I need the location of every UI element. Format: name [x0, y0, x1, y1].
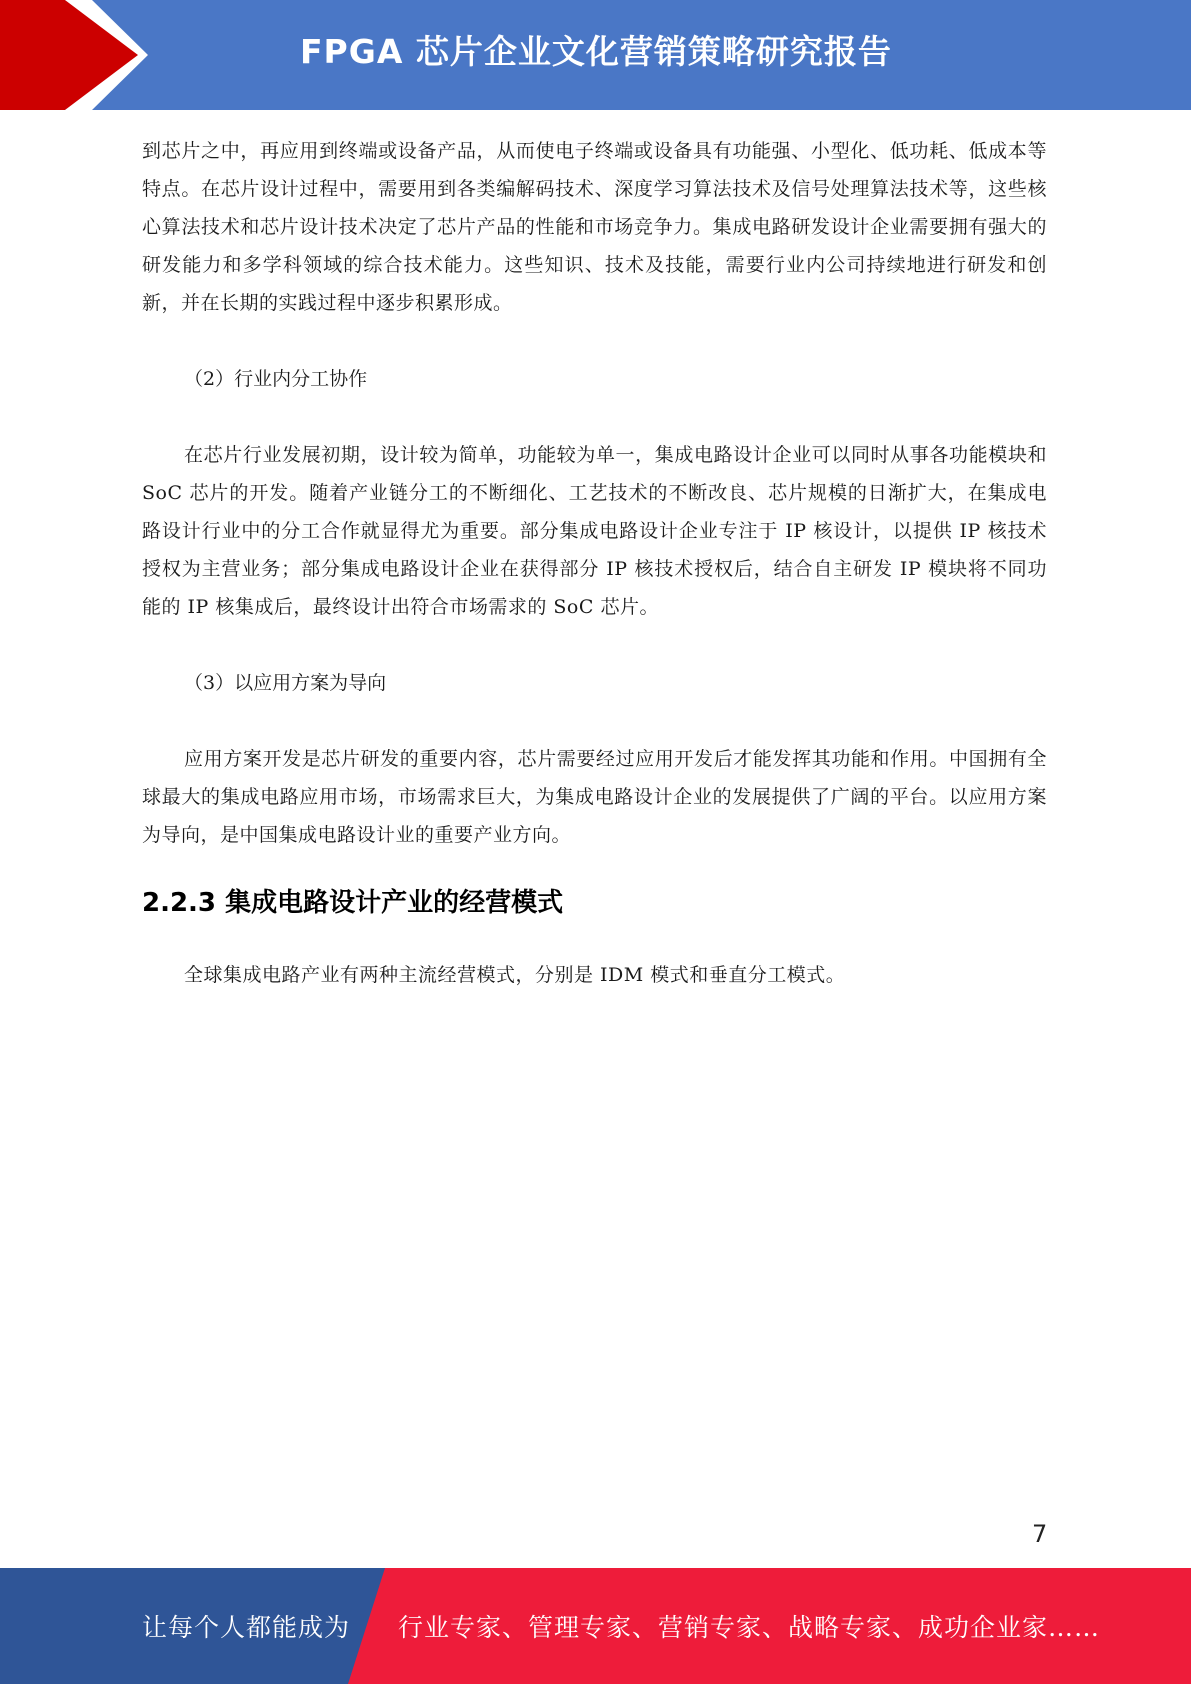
body-paragraph: 全球集成电路产业有两种主流经营模式，分别是 IDM 模式和垂直分工模式。: [184, 964, 846, 986]
subheading: （3）以应用方案为导向: [184, 672, 387, 694]
footer-slogan-right: 行业专家、管理专家、营销专家、战略专家、成功企业家……: [398, 1613, 1101, 1642]
subheading: （2）行业内分工协作: [184, 368, 368, 390]
page-footer: [0, 1568, 1191, 1684]
body-paragraph: 应用方案开发是芯片研发的重要内容，芯片需要经过应用开发后才能发挥其功能和作用。中国拥有全球最大的集成电路应用市场，市场需求巨大，为集成电路设计企业的发展提供了广阔的平台。以应用方案为导向，是中国集成电路设计业的重要产业方向。: [142, 748, 1047, 846]
footer-slogan-left: 让每个人都能成为: [142, 1613, 351, 1642]
page-number: 7: [1032, 1520, 1048, 1548]
section-heading: 2.2.3 集成电路设计产业的经营模式: [142, 888, 564, 918]
body-paragraph: 到芯片之中，再应用到终端或设备产品，从而使电子终端或设备具有功能强、小型化、低功耗、低成本等特点。在芯片设计过程中，需要用到各类编解码技术、深度学习算法技术及信号处理算法技术等，这些核心算法技术和芯片设计技术决定了芯片产品的性能和市场竞争力。集成电路研发设计企业需要拥有强大的研发能力和多学科领域的综合技术能力。这些知识、技术及技能，需要行业内公司持续地进行研发和创新，并在长期的实践过程中逐步积累形成。: [142, 140, 1047, 314]
page-content: [142, 132, 1047, 994]
report-title: FPGA 芯片企业文化营销策略研究报告: [300, 32, 892, 71]
page-header: [0, 0, 1191, 110]
body-paragraph: 在芯片行业发展初期，设计较为简单，功能较为单一，集成电路设计企业可以同时从事各功能模块和 SoC 芯片的开发。随着产业链分工的不断细化、工艺技术的不断改良、芯片规模的日渐扩大，在集成电路设计行业中的分工合作就显得尤为重要。部分集成电路设计企业专注于 IP 核设计，以提供 IP 核技术授权为主营业务；部分集成电路设计企业在获得部分 IP 核技术授权后，结合自主研发 IP 模块将不同功能的 IP 核集成后，最终设计出符合市场需求的 SoC 芯片。: [142, 444, 1047, 618]
